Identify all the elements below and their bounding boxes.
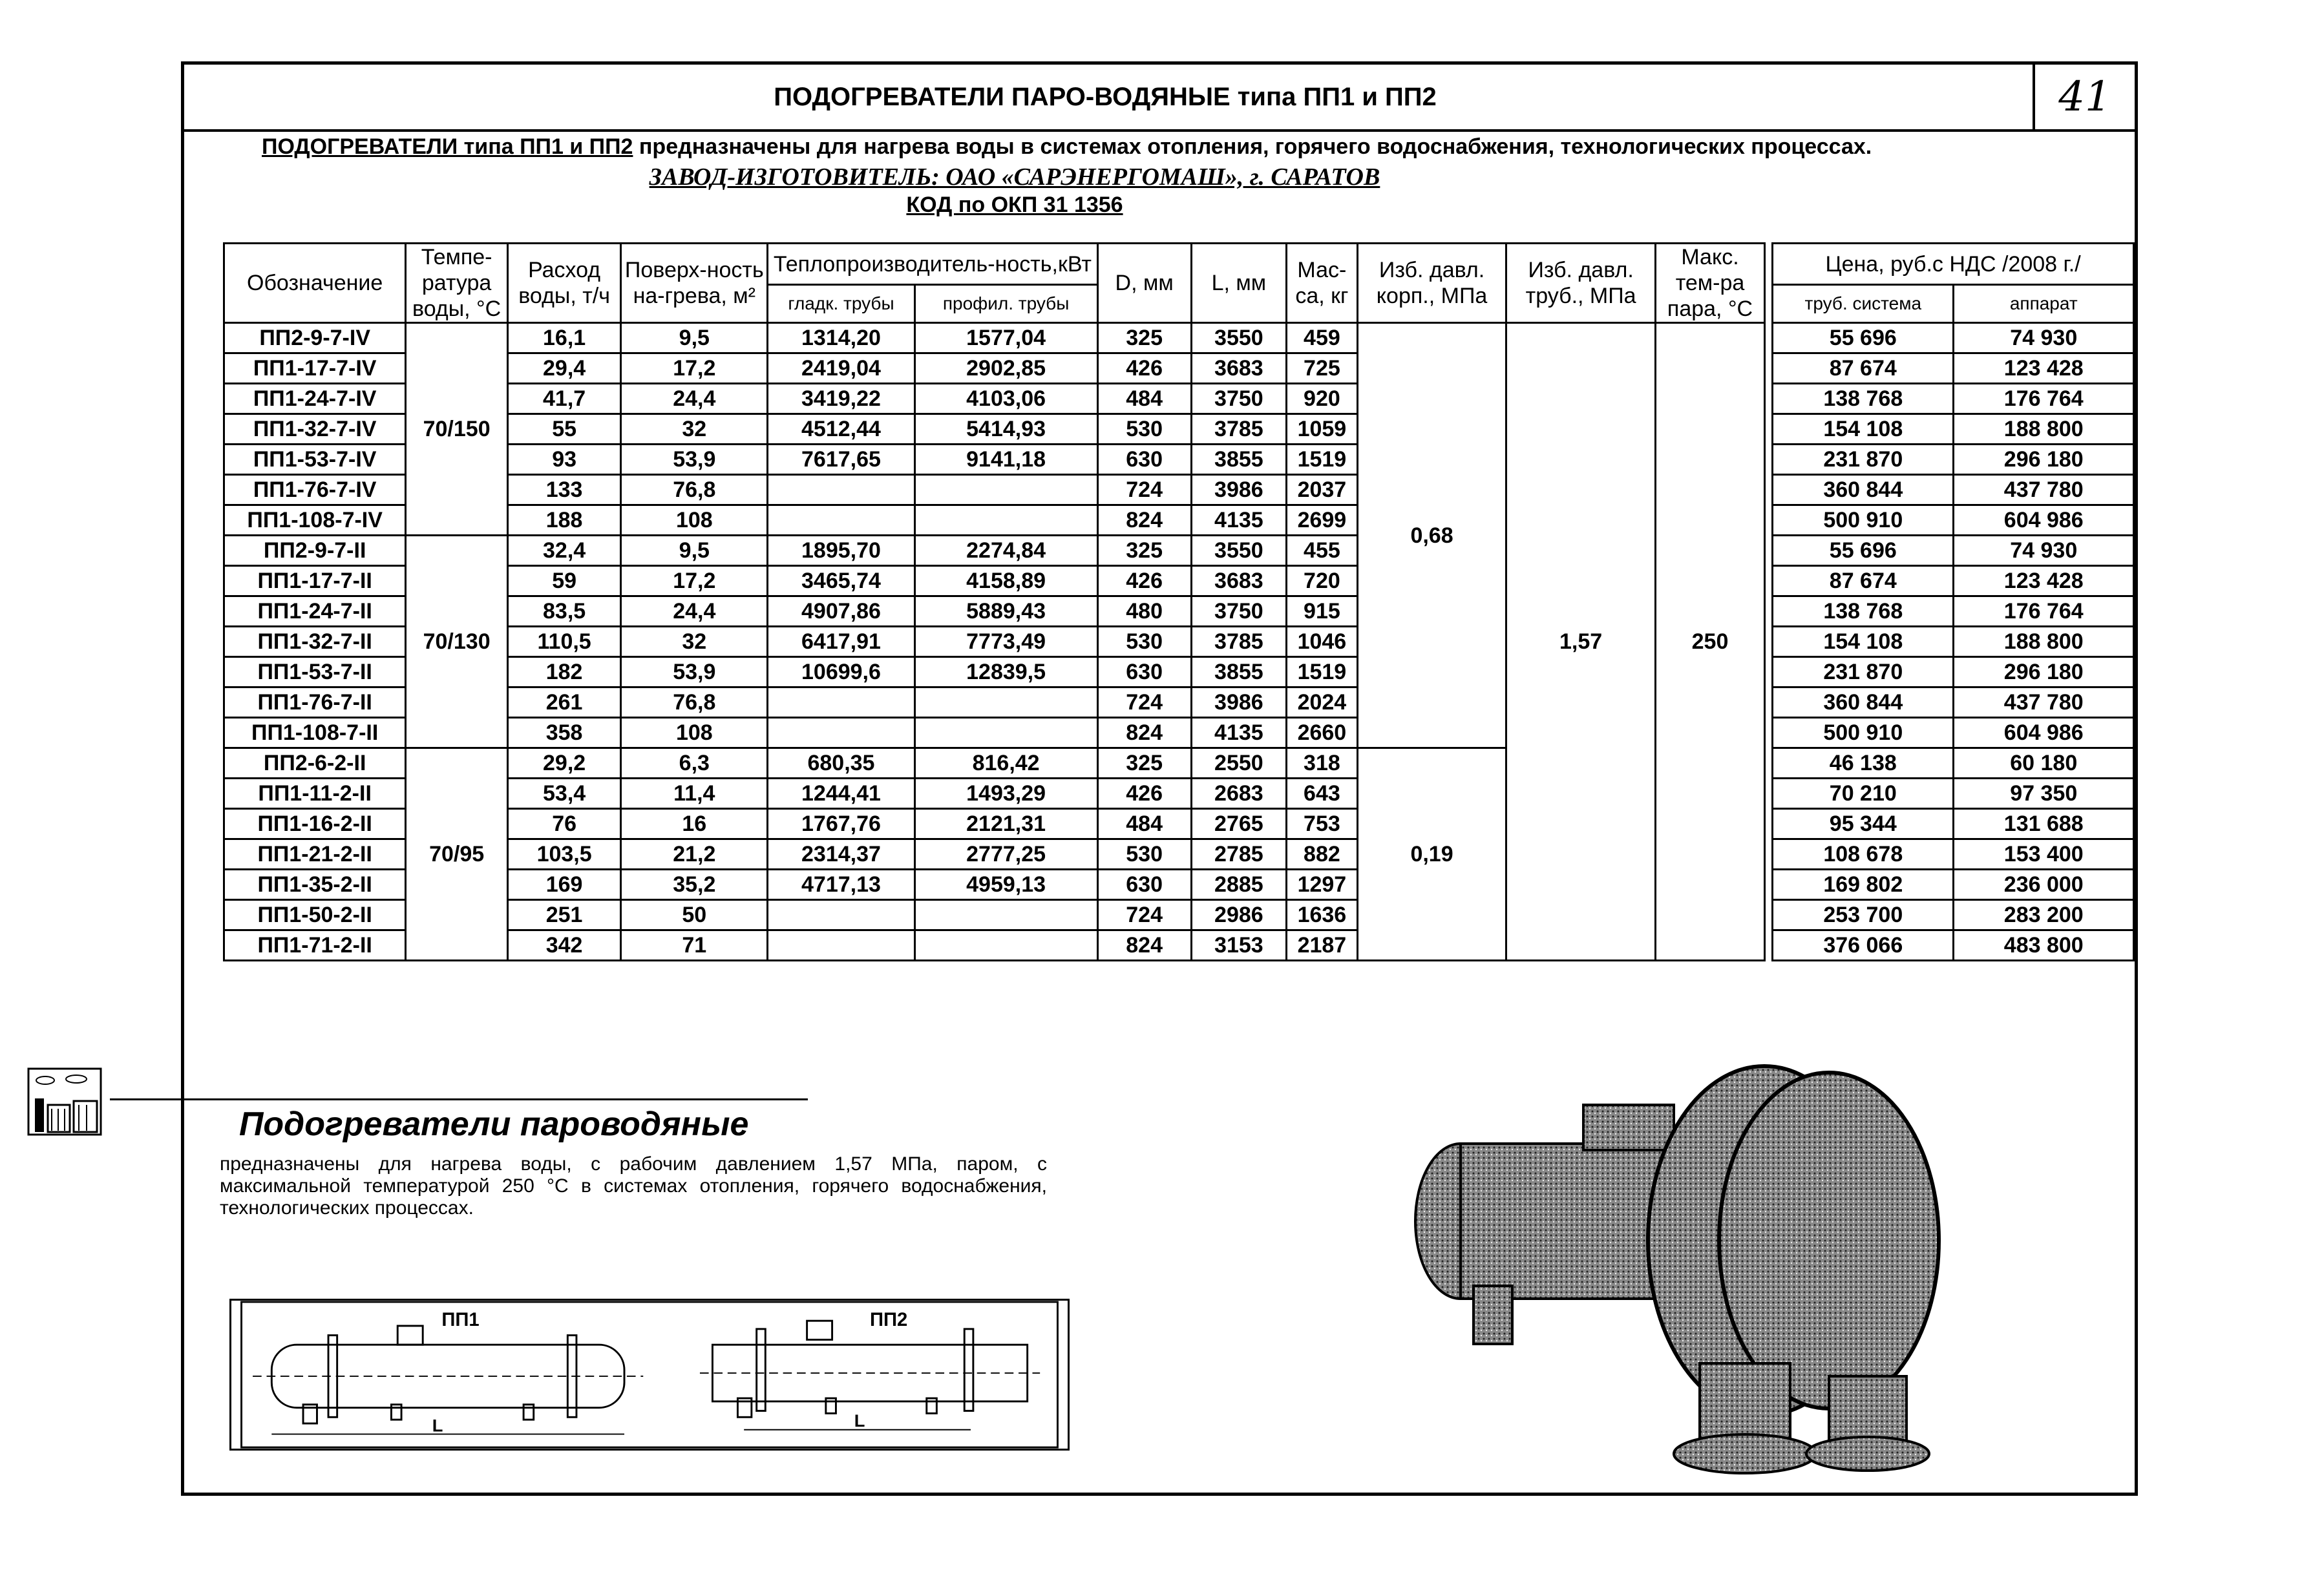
- cell-l: 3750: [1191, 596, 1286, 627]
- cell-heat-profiled: 9141,18: [914, 445, 1097, 475]
- cell-mass: 1059: [1287, 414, 1358, 445]
- cell-price-tube: 87 674: [1773, 566, 1954, 596]
- cell-flow: 103,5: [507, 839, 620, 870]
- cell-price-unit: 153 400: [1954, 839, 2134, 870]
- cell-l: 3785: [1191, 627, 1286, 657]
- cell-price-tube: 70 210: [1773, 779, 1954, 809]
- cell-heat-smooth: 1244,41: [768, 779, 914, 809]
- cell-price-tube: 360 844: [1773, 687, 1954, 718]
- cell-mass: 455: [1287, 536, 1358, 566]
- cell-mass: 459: [1287, 323, 1358, 353]
- table-row: [224, 536, 2134, 566]
- cell-price-tube: 108 678: [1773, 839, 1954, 870]
- cell-heat-smooth: 3419,22: [768, 384, 914, 414]
- cell-heat-profiled: 1493,29: [914, 779, 1097, 809]
- table-row: [224, 596, 2134, 627]
- cell-price-unit: 123 428: [1954, 566, 2134, 596]
- cell-heat-smooth: [768, 718, 914, 748]
- table-row: [224, 657, 2134, 687]
- col-price-unit: аппарат: [1954, 285, 2134, 323]
- cell-designation: ПП2-9-7-II: [224, 536, 406, 566]
- cell-mass: 920: [1287, 384, 1358, 414]
- cell-designation: ПП1-71-2-II: [224, 930, 406, 961]
- heater-photo: [1389, 1027, 1997, 1493]
- cell-price-unit: 131 688: [1954, 809, 2134, 839]
- cell-mass: 2660: [1287, 718, 1358, 748]
- cell-mass: 1046: [1287, 627, 1358, 657]
- table-row: [224, 627, 2134, 657]
- cell-surface: 24,4: [621, 384, 768, 414]
- cell-d: 824: [1097, 505, 1191, 536]
- cell-surface: 53,9: [621, 445, 768, 475]
- cell-d: 325: [1097, 748, 1191, 779]
- table-row: [224, 748, 2134, 779]
- cell-d: 824: [1097, 718, 1191, 748]
- cell-l: 2885: [1191, 870, 1286, 900]
- column-gap: [1765, 244, 1773, 323]
- cell-heat-smooth: 7617,65: [768, 445, 914, 475]
- cell-flow: 358: [507, 718, 620, 748]
- cell-mass: 2699: [1287, 505, 1358, 536]
- cell-surface: 21,2: [621, 839, 768, 870]
- cell-flow: 55: [507, 414, 620, 445]
- table-row: [224, 687, 2134, 718]
- cell-mass: 2024: [1287, 687, 1358, 718]
- cell-designation: ПП1-16-2-II: [224, 809, 406, 839]
- cell-l: 3683: [1191, 566, 1286, 596]
- cell-mass: 725: [1287, 353, 1358, 384]
- cell-heat-smooth: 2314,37: [768, 839, 914, 870]
- cell-heat-profiled: 4158,89: [914, 566, 1097, 596]
- cell-heat-smooth: 1767,76: [768, 809, 914, 839]
- cell-designation: ПП1-53-7-IV: [224, 445, 406, 475]
- cell-heat-profiled: 2902,85: [914, 353, 1097, 384]
- cell-surface: 17,2: [621, 566, 768, 596]
- intro-lead: ПОДОГРЕВАТЕЛИ типа ПП1 и ПП2: [262, 134, 633, 159]
- table-row: [224, 323, 2134, 353]
- cell-heat-profiled: [914, 505, 1097, 536]
- cell-price-unit: 123 428: [1954, 353, 2134, 384]
- column-gap: [1765, 323, 1773, 961]
- cell-d: 724: [1097, 900, 1191, 930]
- cell-price-tube: 253 700: [1773, 900, 1954, 930]
- drawing-pp1-label: ПП1: [441, 1309, 480, 1330]
- cell-d: 724: [1097, 687, 1191, 718]
- cell-flow: 76: [507, 809, 620, 839]
- cell-heat-profiled: 1577,04: [914, 323, 1097, 353]
- cell-flow: 41,7: [507, 384, 620, 414]
- cell-flow: 29,4: [507, 353, 620, 384]
- cell-price-unit: 437 780: [1954, 475, 2134, 505]
- cell-l: 3986: [1191, 475, 1286, 505]
- cell-surface: 76,8: [621, 687, 768, 718]
- cell-heat-smooth: 4907,86: [768, 596, 914, 627]
- cell-heat-profiled: 5889,43: [914, 596, 1097, 627]
- page-number: 41: [2033, 65, 2135, 129]
- cell-heat-smooth: 3465,74: [768, 566, 914, 596]
- cell-mass: 753: [1287, 809, 1358, 839]
- cell-heat-profiled: [914, 687, 1097, 718]
- table-row: [224, 414, 2134, 445]
- cell-mass: 2037: [1287, 475, 1358, 505]
- cell-surface: 108: [621, 718, 768, 748]
- cell-mass: 2187: [1287, 930, 1358, 961]
- cell-price-tube: 169 802: [1773, 870, 1954, 900]
- cell-designation: ПП1-53-7-II: [224, 657, 406, 687]
- table-row: [224, 930, 2134, 961]
- cell-flow: 59: [507, 566, 620, 596]
- cell-designation: ПП1-32-7-II: [224, 627, 406, 657]
- table-row: [224, 384, 2134, 414]
- cell-designation: ПП1-35-2-II: [224, 870, 406, 900]
- promo-divider: [110, 1098, 808, 1100]
- cell-designation: ПП1-17-7-IV: [224, 353, 406, 384]
- cell-t-max: 250: [1655, 323, 1764, 961]
- intro-text: [262, 134, 2071, 160]
- table-row: [224, 839, 2134, 870]
- cell-designation: ПП1-50-2-II: [224, 900, 406, 930]
- title-bar: [184, 65, 2135, 132]
- cell-flow: 83,5: [507, 596, 620, 627]
- cell-mass: 915: [1287, 596, 1358, 627]
- cell-flow: 16,1: [507, 323, 620, 353]
- cell-heat-smooth: [768, 930, 914, 961]
- promo-title: Подогреватели пароводяные: [239, 1106, 749, 1143]
- cell-d: 325: [1097, 323, 1191, 353]
- col-price-tube: труб. система: [1773, 285, 1954, 323]
- cell-l: 3986: [1191, 687, 1286, 718]
- cell-l: 2785: [1191, 839, 1286, 870]
- cell-d: 630: [1097, 445, 1191, 475]
- cell-flow: 261: [507, 687, 620, 718]
- cell-price-tube: 231 870: [1773, 445, 1954, 475]
- col-t-max: Макс. тем-ра пара, °С: [1655, 244, 1764, 323]
- cell-flow: 182: [507, 657, 620, 687]
- cell-flow: 342: [507, 930, 620, 961]
- col-l: L, мм: [1191, 244, 1286, 323]
- cell-heat-profiled: 12839,5: [914, 657, 1097, 687]
- cell-surface: 32: [621, 627, 768, 657]
- cell-surface: 50: [621, 900, 768, 930]
- cell-l: 2765: [1191, 809, 1286, 839]
- cell-d: 325: [1097, 536, 1191, 566]
- col-heat-output: Теплопроизводитель-ность,кВт: [768, 244, 1097, 285]
- cell-price-unit: 296 180: [1954, 445, 2134, 475]
- cell-price-unit: 188 800: [1954, 414, 2134, 445]
- cell-designation: ПП1-11-2-II: [224, 779, 406, 809]
- cell-p-tube: 1,57: [1506, 323, 1656, 961]
- cell-d: 630: [1097, 657, 1191, 687]
- col-p-tube: Изб. давл. труб., МПа: [1506, 244, 1656, 323]
- cell-l: 2550: [1191, 748, 1286, 779]
- cell-flow: 251: [507, 900, 620, 930]
- cell-heat-profiled: [914, 718, 1097, 748]
- cell-heat-smooth: [768, 505, 914, 536]
- cell-price-tube: 376 066: [1773, 930, 1954, 961]
- cell-flow: 133: [507, 475, 620, 505]
- cell-temperature: 70/150: [406, 323, 508, 536]
- factory-icon: [26, 1066, 103, 1137]
- cell-d: 480: [1097, 596, 1191, 627]
- cell-temperature: 70/130: [406, 536, 508, 748]
- cell-designation: ПП1-24-7-II: [224, 596, 406, 627]
- cell-price-unit: 283 200: [1954, 900, 2134, 930]
- cell-d: 426: [1097, 566, 1191, 596]
- cell-price-unit: 296 180: [1954, 657, 2134, 687]
- cell-heat-smooth: 2419,04: [768, 353, 914, 384]
- cell-designation: ПП1-24-7-IV: [224, 384, 406, 414]
- cell-p-shell: 0,19: [1357, 748, 1506, 961]
- cell-heat-smooth: 10699,6: [768, 657, 914, 687]
- cell-mass: 1519: [1287, 657, 1358, 687]
- col-designation: Обозначение: [224, 244, 406, 323]
- cell-surface: 35,2: [621, 870, 768, 900]
- cell-price-unit: 188 800: [1954, 627, 2134, 657]
- cell-l: 3750: [1191, 384, 1286, 414]
- cell-designation: ПП2-6-2-II: [224, 748, 406, 779]
- cell-l: 3855: [1191, 657, 1286, 687]
- cell-d: 530: [1097, 627, 1191, 657]
- col-flow: Расход воды, т/ч: [507, 244, 620, 323]
- cell-designation: ПП2-9-7-IV: [224, 323, 406, 353]
- table-row: [224, 566, 2134, 596]
- cell-heat-smooth: [768, 475, 914, 505]
- cell-heat-profiled: 7773,49: [914, 627, 1097, 657]
- cell-d: 426: [1097, 779, 1191, 809]
- cell-d: 426: [1097, 353, 1191, 384]
- cell-surface: 17,2: [621, 353, 768, 384]
- col-mass: Мас-са, кг: [1287, 244, 1358, 323]
- cell-heat-profiled: 816,42: [914, 748, 1097, 779]
- cell-surface: 32: [621, 414, 768, 445]
- cell-designation: ПП1-21-2-II: [224, 839, 406, 870]
- cell-surface: 9,5: [621, 536, 768, 566]
- cell-mass: 1519: [1287, 445, 1358, 475]
- promo-text: предназначены для нагрева воды, с рабочим давлением 1,57 МПа, паром, с максимальной температурой 250 °С в системах отопления, горячего водоснабжения, технологических процессах.: [220, 1153, 1047, 1219]
- drawing-pp2-dim: L: [854, 1410, 865, 1431]
- cell-price-unit: 604 986: [1954, 505, 2134, 536]
- col-p-shell: Изб. давл. корп., МПа: [1357, 244, 1506, 323]
- cell-designation: ПП1-108-7-II: [224, 718, 406, 748]
- table-row: [224, 718, 2134, 748]
- cell-d: 724: [1097, 475, 1191, 505]
- drawing-pp1-dim: L: [432, 1415, 443, 1436]
- cell-temperature: 70/95: [406, 748, 508, 961]
- cell-flow: 53,4: [507, 779, 620, 809]
- cell-heat-smooth: [768, 687, 914, 718]
- cell-price-unit: 437 780: [1954, 687, 2134, 718]
- cell-heat-smooth: 4717,13: [768, 870, 914, 900]
- okp-code: КОД по ОКП 31 1356: [906, 193, 1123, 217]
- cell-surface: 53,9: [621, 657, 768, 687]
- cell-price-tube: 138 768: [1773, 384, 1954, 414]
- cell-l: 3550: [1191, 323, 1286, 353]
- cell-l: 2986: [1191, 900, 1286, 930]
- table-row: [224, 779, 2134, 809]
- cell-l: 3855: [1191, 445, 1286, 475]
- col-d: D, мм: [1097, 244, 1191, 323]
- cell-heat-smooth: 4512,44: [768, 414, 914, 445]
- cell-heat-profiled: [914, 475, 1097, 505]
- cell-surface: 108: [621, 505, 768, 536]
- cell-price-tube: 360 844: [1773, 475, 1954, 505]
- cell-heat-profiled: 5414,93: [914, 414, 1097, 445]
- cell-designation: ПП1-17-7-II: [224, 566, 406, 596]
- cell-designation: ПП1-76-7-IV: [224, 475, 406, 505]
- spec-table: [223, 242, 2135, 961]
- cell-surface: 11,4: [621, 779, 768, 809]
- col-price: Цена, руб.с НДС /2008 г./: [1773, 244, 2134, 285]
- cell-flow: 32,4: [507, 536, 620, 566]
- cell-l: 2683: [1191, 779, 1286, 809]
- cell-flow: 169: [507, 870, 620, 900]
- cell-l: 3683: [1191, 353, 1286, 384]
- cell-surface: 71: [621, 930, 768, 961]
- cell-heat-profiled: 4103,06: [914, 384, 1097, 414]
- cell-d: 824: [1097, 930, 1191, 961]
- cell-price-unit: 604 986: [1954, 718, 2134, 748]
- cell-mass: 318: [1287, 748, 1358, 779]
- cell-price-unit: 176 764: [1954, 384, 2134, 414]
- cell-flow: 188: [507, 505, 620, 536]
- cell-price-unit: 97 350: [1954, 779, 2134, 809]
- cell-d: 530: [1097, 839, 1191, 870]
- cell-p-shell: 0,68: [1357, 323, 1506, 748]
- cell-l: 3153: [1191, 930, 1286, 961]
- table-row: [224, 445, 2134, 475]
- cell-mass: 882: [1287, 839, 1358, 870]
- cell-price-tube: 55 696: [1773, 323, 1954, 353]
- cell-l: 3785: [1191, 414, 1286, 445]
- cell-price-tube: 46 138: [1773, 748, 1954, 779]
- cell-price-unit: 236 000: [1954, 870, 2134, 900]
- table-row: [224, 505, 2134, 536]
- cell-price-tube: 95 344: [1773, 809, 1954, 839]
- cell-flow: 29,2: [507, 748, 620, 779]
- cell-heat-profiled: 2777,25: [914, 839, 1097, 870]
- cell-price-tube: 154 108: [1773, 627, 1954, 657]
- table-row: [224, 353, 2134, 384]
- cell-l: 3550: [1191, 536, 1286, 566]
- cell-d: 630: [1097, 870, 1191, 900]
- table-row: [224, 900, 2134, 930]
- cell-heat-profiled: 2274,84: [914, 536, 1097, 566]
- table-row: [224, 475, 2134, 505]
- cell-price-tube: 138 768: [1773, 596, 1954, 627]
- cell-l: 4135: [1191, 718, 1286, 748]
- cell-price-unit: 74 930: [1954, 536, 2134, 566]
- cell-price-tube: 154 108: [1773, 414, 1954, 445]
- cell-l: 4135: [1191, 505, 1286, 536]
- cell-heat-profiled: [914, 930, 1097, 961]
- cell-price-tube: 87 674: [1773, 353, 1954, 384]
- manufacturer: ЗАВОД-ИЗГОТОВИТЕЛЬ: ОАО «САРЭНЕРГОМАШ», г. САРАТОВ: [649, 163, 1380, 191]
- page-title: ПОДОГРЕВАТЕЛИ ПАРО-ВОДЯНЫЕ типа ПП1 и ПП2: [774, 83, 1437, 111]
- cell-price-unit: 176 764: [1954, 596, 2134, 627]
- cell-heat-smooth: 1314,20: [768, 323, 914, 353]
- col-surface: Поверх-ность на-грева, м²: [621, 244, 768, 323]
- cell-designation: ПП1-108-7-IV: [224, 505, 406, 536]
- cell-price-tube: 500 910: [1773, 505, 1954, 536]
- cell-flow: 93: [507, 445, 620, 475]
- cell-price-unit: 483 800: [1954, 930, 2134, 961]
- cell-price-tube: 500 910: [1773, 718, 1954, 748]
- cell-surface: 16: [621, 809, 768, 839]
- schematic-drawings: [229, 1299, 1070, 1451]
- cell-heat-smooth: 680,35: [768, 748, 914, 779]
- cell-mass: 1297: [1287, 870, 1358, 900]
- cell-flow: 110,5: [507, 627, 620, 657]
- cell-heat-smooth: 1895,70: [768, 536, 914, 566]
- col-temperature: Темпе-ратура воды, °С: [406, 244, 508, 323]
- drawing-pp2-label: ПП2: [870, 1309, 908, 1330]
- cell-designation: ПП1-76-7-II: [224, 687, 406, 718]
- cell-price-tube: 55 696: [1773, 536, 1954, 566]
- col-heat-profiled: профил. трубы: [914, 285, 1097, 323]
- col-heat-smooth: гладк. трубы: [768, 285, 914, 323]
- cell-mass: 1636: [1287, 900, 1358, 930]
- cell-heat-smooth: [768, 900, 914, 930]
- cell-price-tube: 231 870: [1773, 657, 1954, 687]
- cell-d: 484: [1097, 384, 1191, 414]
- cell-price-unit: 60 180: [1954, 748, 2134, 779]
- cell-surface: 9,5: [621, 323, 768, 353]
- cell-surface: 24,4: [621, 596, 768, 627]
- table-row: [224, 870, 2134, 900]
- cell-surface: 76,8: [621, 475, 768, 505]
- cell-price-unit: 74 930: [1954, 323, 2134, 353]
- cell-d: 484: [1097, 809, 1191, 839]
- cell-designation: ПП1-32-7-IV: [224, 414, 406, 445]
- intro-body: предназначены для нагрева воды в системах отопления, горячего водоснабжения, технологических процессах.: [633, 134, 1872, 159]
- cell-heat-profiled: 2121,31: [914, 809, 1097, 839]
- cell-heat-smooth: 6417,91: [768, 627, 914, 657]
- cell-surface: 6,3: [621, 748, 768, 779]
- cell-mass: 643: [1287, 779, 1358, 809]
- cell-heat-profiled: [914, 900, 1097, 930]
- cell-heat-profiled: 4959,13: [914, 870, 1097, 900]
- table-row: [224, 809, 2134, 839]
- cell-d: 530: [1097, 414, 1191, 445]
- cell-mass: 720: [1287, 566, 1358, 596]
